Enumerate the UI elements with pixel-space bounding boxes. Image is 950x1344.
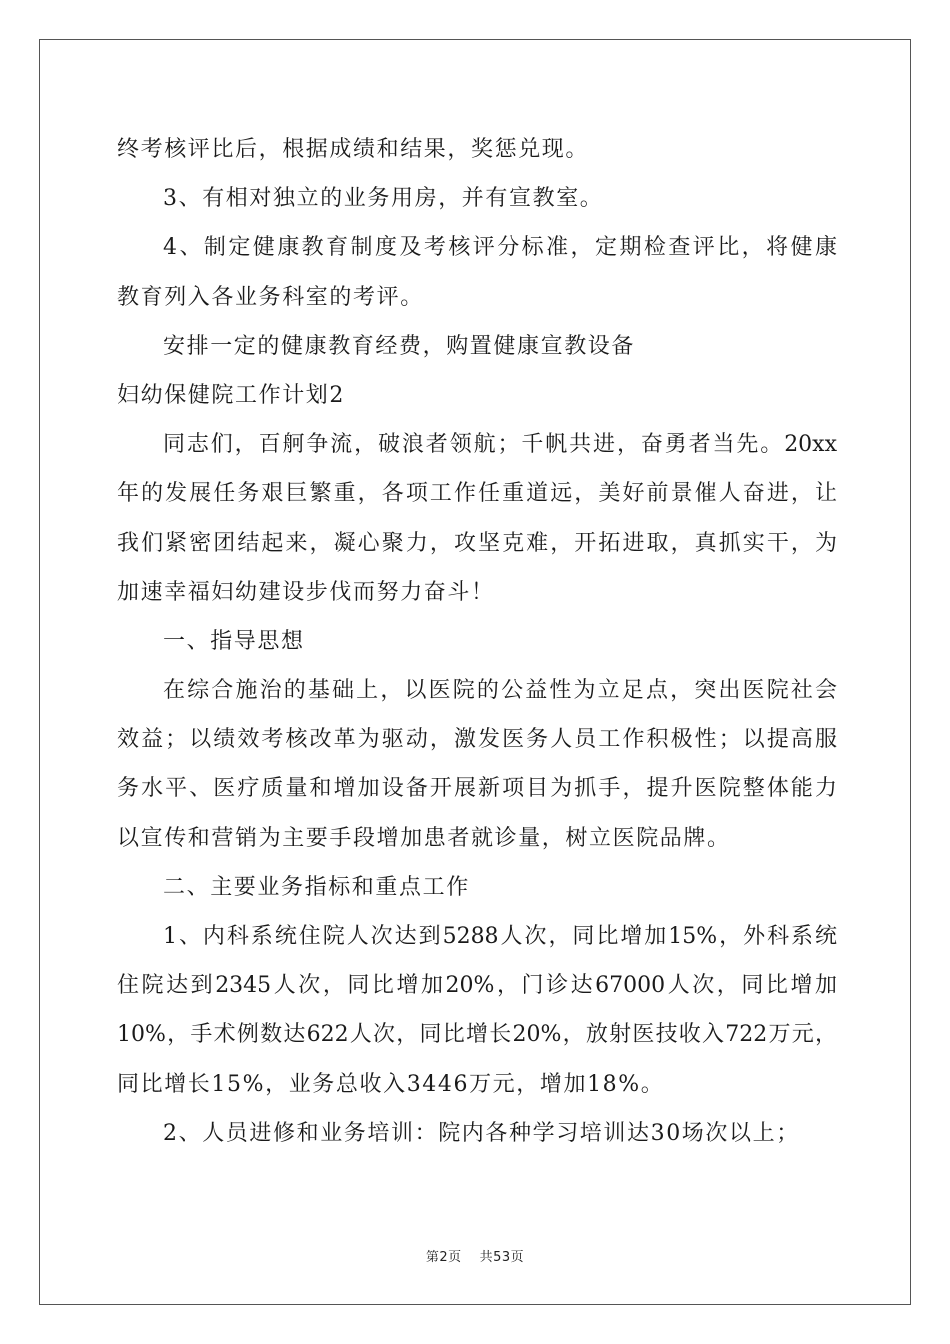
paragraph-line: 10%，手术例数达622人次，同比增长20%，放射医技收入722万元， <box>117 1022 837 1048</box>
paragraph-line: 2、人员进修和业务培训：院内各种学习培训达30场次以上； <box>163 1120 800 1146</box>
paragraph-line: 教育列入各业务科室的考评。 <box>117 284 424 310</box>
paragraph-line: 同比增长15%，业务总收入3446万元，增加18%。 <box>117 1071 665 1097</box>
section-heading: 妇幼保健院工作计划2 <box>117 382 345 408</box>
page-total: 共53页 <box>479 1250 525 1265</box>
paragraph-line: 安排一定的健康教育经费，购置健康宣教设备 <box>163 333 636 359</box>
paragraph-line: 3、有相对独立的业务用房，并有宣教室。 <box>163 186 604 212</box>
document-body <box>117 125 837 1158</box>
paragraph-line: 终考核评比后，根据成绩和结果，奖惩兑现。 <box>117 137 590 162</box>
paragraph-line: 我们紧密团结起来，凝心聚力，攻坚克难，开拓进取，真抓实干，为 <box>117 530 837 556</box>
paragraph-line: 4、制定健康教育制度及考核评分标准，定期检查评比，将健康 <box>163 235 837 261</box>
paragraph-line: 同志们，百舸争流，破浪者领航；千帆共进，奋勇者当先。20xx <box>163 432 837 458</box>
page-footer <box>0 1246 950 1265</box>
subsection-heading: 二、主要业务指标和重点工作 <box>163 874 470 900</box>
paragraph-line: 效益；以绩效考核改革为驱动，激发医务人员工作积极性；以提高服 <box>117 727 837 753</box>
paragraph-line: 1、内科系统住院人次达到5288人次，同比增加15%，外科系统 <box>163 924 837 949</box>
paragraph-line: 住院达到2345人次，同比增加20%，门诊达67000人次，同比增加 <box>117 973 837 999</box>
paragraph-line: 在综合施治的基础上，以医院的公益性为立足点，突出医院社会 <box>163 678 837 704</box>
paragraph-line: 年的发展任务艰巨繁重，各项工作任重道远，美好前景催人奋进，让 <box>117 481 837 507</box>
page-number: 第2页 <box>425 1250 462 1265</box>
subsection-heading: 一、指导思想 <box>163 628 305 654</box>
paragraph-line: 务水平、医疗质量和增加设备开展新项目为抓手，提升医院整体能力 <box>117 776 837 802</box>
paragraph-line: 以宣传和营销为主要手段增加患者就诊量，树立医院品牌。 <box>117 825 731 851</box>
paragraph-line: 加速幸福妇幼建设步伐而努力奋斗！ <box>117 579 495 605</box>
